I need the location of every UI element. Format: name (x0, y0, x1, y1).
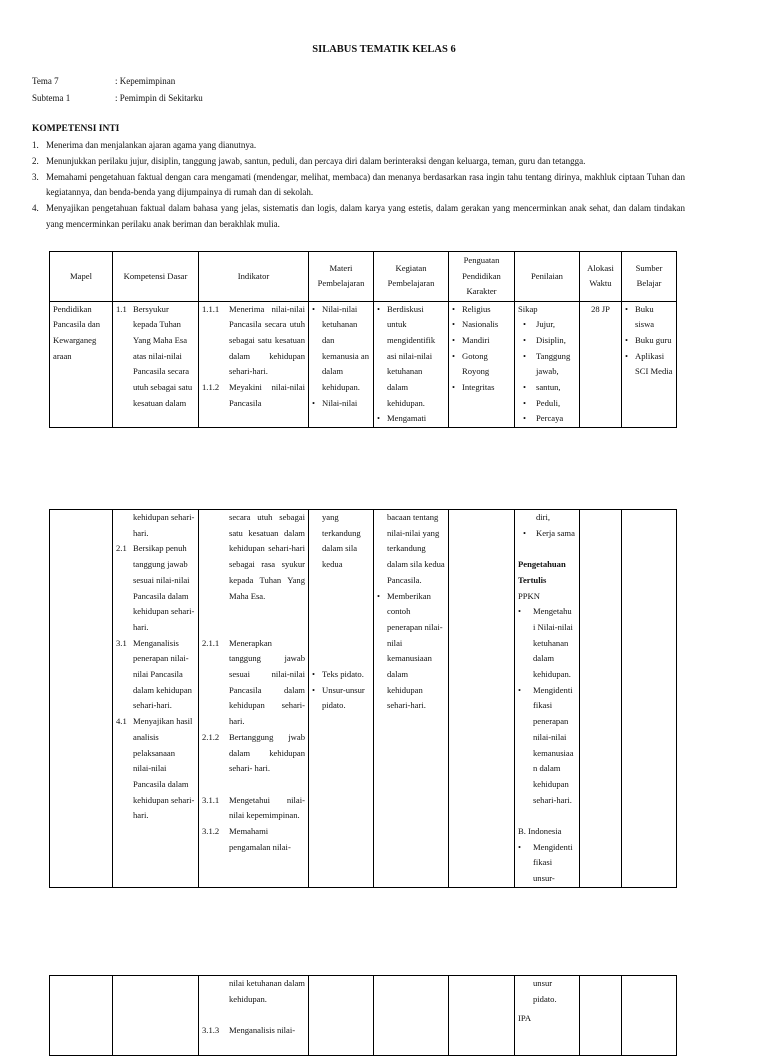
cell-sumber: • Buku siswa • Buku guru • Aplikasi SCI Media (622, 301, 677, 428)
cell-kompetensi-dasar: 1.1 Bersyukur kepada Tuhan Yang Maha Esa atas nilai-nilai Pancasila secara utuh sebagai satu kesatuan dalam (113, 301, 199, 428)
cell-kompetensi-dasar (113, 976, 199, 1056)
cell-penguatan (449, 510, 515, 888)
tema-label: Tema 7 (32, 76, 59, 86)
cell-materi: • Nilai-nilai ketuhanan dan kemanusia an dalam kehidupan. • Nilai-nilai (309, 301, 374, 428)
cell-penilaian: unsur pidato. IPA (515, 976, 580, 1056)
header-mapel: Mapel (50, 252, 113, 302)
cell-kegiatan: • Berdiskusi untuk mengidentifik asi nilai-nilai ketuhanan dalam kehidupan. • Mengamati (374, 301, 449, 428)
cell-sumber (622, 976, 677, 1056)
cell-mapel: Pendidikan Pancasila dan Kewarganeg araan (50, 301, 113, 428)
cell-kegiatan: bacaan tentang nilai-nilai yang terkandung dalam sila kedua Pancasila. • Memberikan contoh penerapan nilai-nilai kemanusiaan dalam kehidupan sehari-hari. (374, 510, 449, 888)
syllabus-table-page-1 (49, 251, 676, 424)
header-alokasi: Alokasi Waktu (580, 252, 622, 302)
cell-alokasi: 28 JP (580, 301, 622, 428)
header-indikator: Indikator (199, 252, 309, 302)
ki-item: 4. Menyajikan pengetahuan faktual dalam bahasa yang jelas, sistematis dan logis, dalam karya yang estetis, dalam gerakan yang mencerminkan anak sehat, dan dalam tindakan yang mencerminkan perilaku anak beriman dan berakhlak mulia. (32, 203, 685, 229)
table-row (50, 510, 677, 888)
header-materi: Materi Pembelajaran (309, 252, 374, 302)
table-header-row (50, 252, 677, 302)
cell-materi: yang terkandung dalam sila kedua • Teks pidato. • Unsur-unsur pidato. (309, 510, 374, 888)
header-kompetensi-dasar: Kompetensi Dasar (113, 252, 199, 302)
tema-value: : Kepemimpinan (115, 76, 176, 86)
cell-indikator: nilai ketuhanan dalam kehidupan. 3.1.3 Menganalisis nilai- (199, 976, 309, 1056)
ki-item: 2. Menunjukkan perilaku jujur, disiplin, tanggung jawab, santun, peduli, dan percaya diri dalam berinteraksi dengan keluarga, teman, guru dan tetangga. (32, 155, 586, 166)
header-sumber: Sumber Belajar (622, 252, 677, 302)
cell-mapel (50, 976, 113, 1056)
header-penilaian: Penilaian (515, 252, 580, 302)
cell-materi (309, 976, 374, 1056)
kompetensi-inti-list (32, 138, 685, 233)
subtema-label: Subtema 1 (32, 93, 71, 103)
cell-alokasi (580, 976, 622, 1056)
cell-kegiatan (374, 976, 449, 1056)
cell-penguatan: • Religius • Nasionalis • Mandiri • Gotong Royong • Integritas (449, 301, 515, 428)
cell-indikator: 1.1.1 Menerima nilai-nilai Pancasila secara utuh sebagai satu kesatuan dalam kehidupan sehari-hari. 1.1.2 Meyakini nilai-nilai Pancasila (199, 301, 309, 428)
cell-penguatan (449, 976, 515, 1056)
header-kegiatan: Kegiatan Pembelajaran (374, 252, 449, 302)
cell-indikator: secara utuh sebagai satu kesatuan dalam kehidupan sehari-hari sebagai rasa syukur kepada Tuhan Yang Maha Esa. 2.1.1 Menerapkan tanggung jawab sesuai nilai-nilai Pancasila dalam kehidupan sehari-hari. 2.1.2 Bertanggung jwab dalam kehidupan sehari- hari. 3.1.1 Mengetahui nilai-nilai kepemimpinan. 3.1.2 Memahami pengamalan nilai- (199, 510, 309, 888)
cell-sumber (622, 510, 677, 888)
header-penguatan: Penguatan Pendidikan Karakter (449, 252, 515, 302)
document-title: SILABUS TEMATIK KELAS 6 (312, 44, 456, 55)
cell-alokasi (580, 510, 622, 888)
ki-item: 1. Menerima dan menjalankan ajaran agama yang dianutnya. (32, 140, 257, 150)
table-row (50, 301, 677, 428)
cell-penilaian: Sikap • Jujur, • Disiplin, • Tanggung jawab, • santun, • Peduli, • Percaya (515, 301, 580, 428)
syllabus-table-page-2 (49, 509, 676, 883)
cell-penilaian: diri, • Kerja sama Pengetahuan Tertulis PPKN • Mengetahu i Nilai-nilai ketuhanan dalam kehidupan. • Mengidenti fikasi penerapan nilai-nilai kemanusiaa n dalam kehidupan sehari-hari. B. Indonesia • Mengidenti fikasi unsur- (515, 510, 580, 888)
cell-kompetensi-dasar: kehidupan sehari-hari. 2.1 Bersikap penuh tanggung jawab sesuai nilai-nilai Pancasila dalam kehidupan sehari-hari. 3.1 Menganalisis penerapan nilai-nilai Pancasila dalam kehidupan sehari-hari. 4.1 Menyajikan hasil analisis pelaksanaan nilai-nilai Pancasila dalam kehidupan sehari-hari. (113, 510, 199, 888)
cell-mapel (50, 510, 113, 888)
ki-item: 3. Memahami pengetahuan faktual dengan cara mengamati (mendengar, melihat, membaca) dan menanya berdasarkan rasa ingin tahu tentang dirinya, makhluk ciptaan Tuhan dan kegiatannya, dan benda-benda yang dijumpainya di rumah dan di sekolah. (32, 171, 685, 198)
kompetensi-inti-heading: KOMPETENSI INTI (32, 124, 120, 134)
table-row (50, 976, 677, 1056)
subtema-value: : Pemimpin di Sekitarku (115, 93, 203, 103)
syllabus-table-page-3 (49, 975, 676, 1036)
